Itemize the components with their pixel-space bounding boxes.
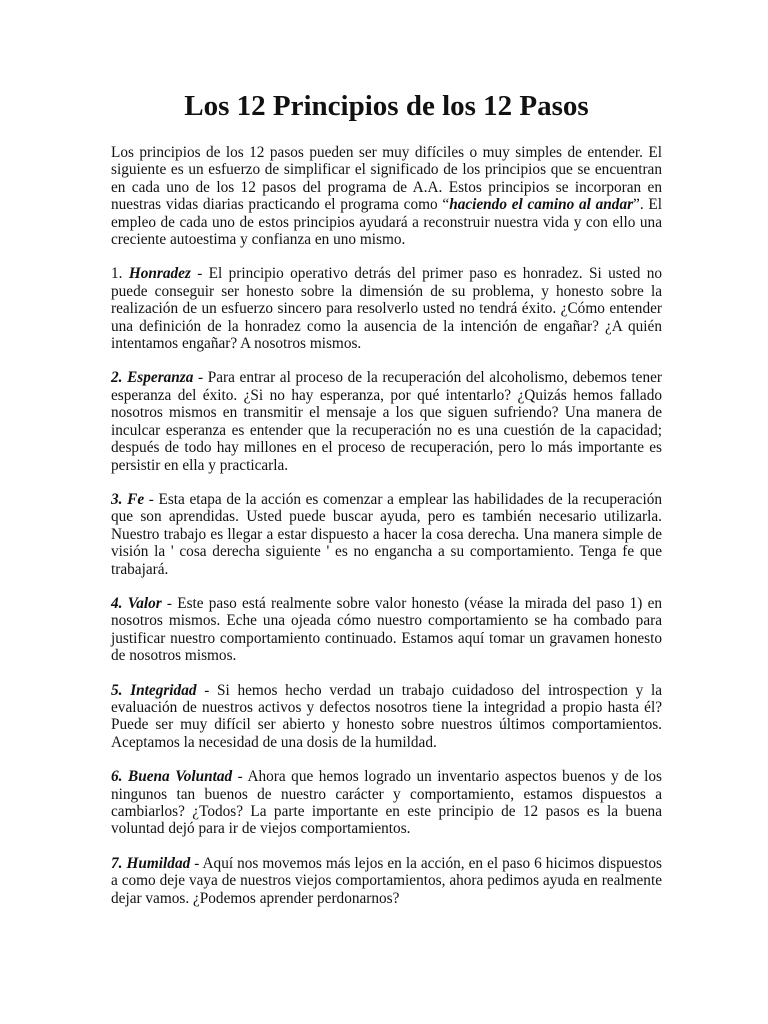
principle-number: 2. bbox=[111, 369, 123, 387]
principle-6 bbox=[111, 768, 662, 838]
principle-5 bbox=[111, 682, 662, 752]
intro-text-before: Los principios de los 12 pasos pueden ser muy difíciles o muy simples de entender. El siguiente es un esfuerzo de simplificar el significado de los principios que se encuentran en cada uno de los 12 pasos del programa de A.A. Estos principios se incorporan en nuestras vidas diarias practicando el programa como “ bbox=[111, 144, 662, 214]
principle-number: 5. bbox=[111, 681, 123, 699]
principle-3 bbox=[111, 491, 662, 578]
principle-text: - Esta etapa de la acción es comenzar a emplear las habilidades de la recuperación que son aprendidas. Usted puede buscar ayuda, pero es también necesario utilizarla. Nuestro trabajo es llegar a estar dispuesto a hacer la cosa derecha. Una manera simple de visión la ' cosa derecha siguiente ' es no engancha a su comportamiento. Tenga fe que trabajará. bbox=[111, 490, 663, 578]
principle-number: 7. bbox=[111, 854, 123, 872]
principle-text: - Si hemos hecho verdad un trabajo cuidadoso del introspection y la evaluación de nuestros activos y defectos nosotros tiene la integridad a propio hasta él? Puede ser muy difícil ser abierto y honesto sobre nuestros últimos comportamientos. Aceptamos la necesidad de una dosis de la humildad. bbox=[111, 681, 663, 751]
principle-1 bbox=[111, 265, 662, 352]
principle-name: Integridad bbox=[130, 681, 197, 699]
principle-name: Esperanza bbox=[127, 369, 194, 387]
intro-paragraph bbox=[111, 144, 662, 248]
principle-name: Buena Voluntad bbox=[128, 768, 233, 786]
principle-2 bbox=[111, 369, 662, 473]
principle-7 bbox=[111, 855, 662, 907]
principle-name: Fe bbox=[127, 490, 145, 508]
principle-number: 3. bbox=[111, 490, 123, 508]
intro-text-after: ”. El empleo de cada uno de estos principios ayudará a reconstruir nuestra vida y con ello una creciente autoestima y confianza en uno mismo. bbox=[111, 196, 662, 249]
principle-name: Honradez bbox=[128, 265, 191, 283]
intro-emphasis: haciendo el camino al andar bbox=[449, 196, 634, 214]
principle-name: Valor bbox=[127, 594, 162, 612]
principle-number: 1. bbox=[111, 265, 123, 283]
principle-text: - Para entrar al proceso de la recuperación del alcoholismo, debemos tener esperanza del éxito. ¿Si no hay esperanza, por qué intentarlo? ¿Quizás hemos fallado nosotros mismos en transmitir el mensaje a los que siguen sufriendo? Una manera de inculcar esperanza es entender que la recuperación no es una cuestión de la capacidad; después de todo hay millones en el proceso de recuperación, pero lo más importante es persistir en ella y practicarla. bbox=[111, 369, 662, 474]
principle-4 bbox=[111, 595, 662, 665]
principle-text: - El principio operativo detrás del primer paso es honradez. Si usted no puede conseguir ser honesto sobre la dimensión de su problema, y honesto sobre la realización de un esfuerzo sincero para resolverlo usted no tendrá éxito. ¿Cómo entender una definición de la honradez como la ausencia de la intención de engañar? ¿A quién intentamos engañar? A nosotros mismos. bbox=[111, 265, 662, 353]
principle-text: - Ahora que hemos logrado un inventario aspectos buenos y de los ningunos tan buenos de nuestro carácter y comportamiento, estamos dispuestos a cambiarlos? ¿Todos? La parte importante en este principio de 12 pasos es la buena voluntad dejó para ir de viejos comportamientos. bbox=[111, 768, 663, 838]
principle-name: Humildad bbox=[126, 854, 191, 872]
document-title: Los 12 Principios de los 12 Pasos bbox=[184, 90, 589, 122]
principle-number: 6. bbox=[111, 768, 123, 786]
principle-text: - Aquí nos movemos más lejos en la acción, en el paso 6 hicimos dispuestos a como deje vaya de nuestros viejos comportamientos, ahora pedimos ayuda en realmente dejar vamos. ¿Podemos aprender perdonarnos? bbox=[111, 854, 662, 907]
principle-text: - Este paso está realmente sobre valor honesto (véase la mirada del paso 1) en nosotros mismos. Eche una ojeada cómo nuestro comportamiento se ha combado para justificar nuestro comportamiento continuado. Estamos aquí tomar un gravamen honesto de nosotros mismos. bbox=[111, 594, 663, 665]
principle-number: 4. bbox=[111, 594, 123, 612]
